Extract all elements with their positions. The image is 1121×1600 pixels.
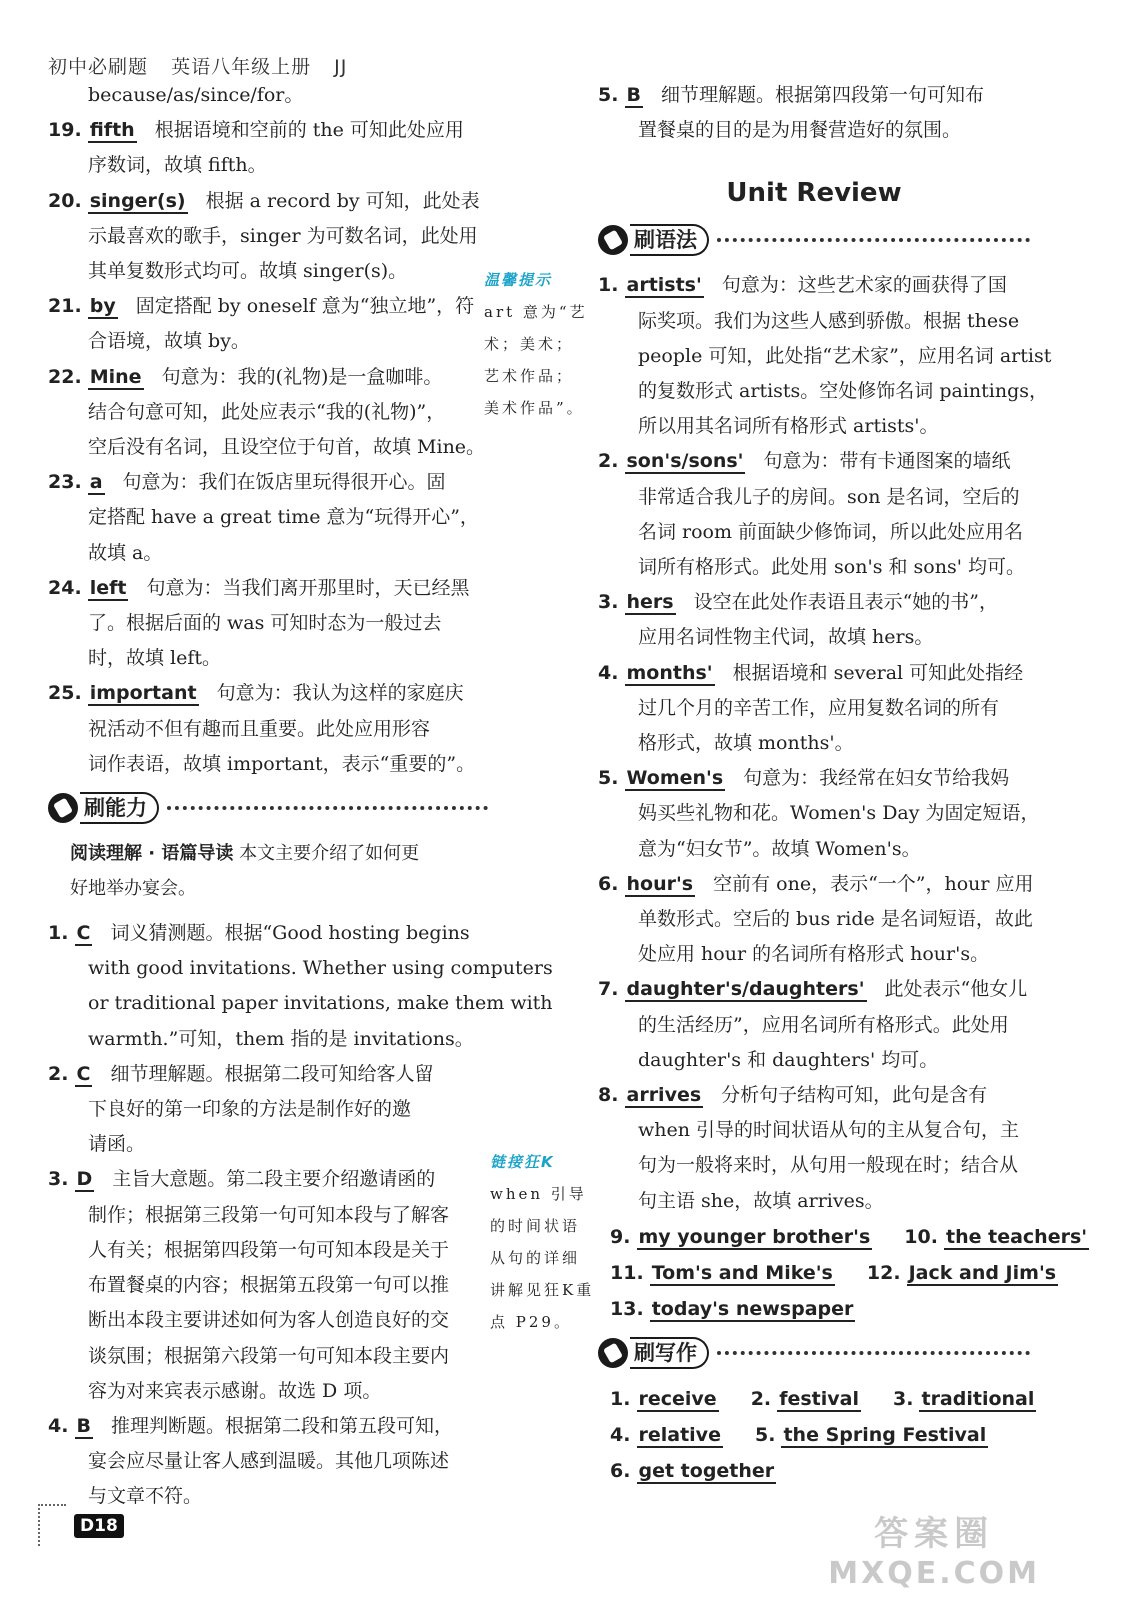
fill-blank-item-line: 结合句意可知，此处应表示“我的(礼物)”， <box>88 400 446 423</box>
grammar-short-number: 11. <box>610 1261 644 1284</box>
fill-blank-item-line: 时，故填 left。 <box>88 647 222 670</box>
writing-number: 3. <box>892 1387 914 1410</box>
grammar-item <box>598 1078 1030 1113</box>
grammar-item-line: 际奖项。我们为这些人感到骄傲。根据 these <box>638 309 1020 332</box>
right-column <box>598 78 1088 1489</box>
fill-blank-item-line: 句意为：我认为这样的家庭庆 <box>216 682 464 705</box>
writing-item <box>751 1388 879 1410</box>
fill-blank-item-line: 句意为：我的(礼物)是一盒咖啡。 <box>161 365 443 388</box>
fill-blank-item-answer: a <box>89 471 103 494</box>
writing-number: 1. <box>610 1387 631 1410</box>
grammar-short-row <box>598 1219 1088 1255</box>
grammar-item <box>598 656 1030 691</box>
fill-blank-item-line: 祝活动不但有趣而且重要。此处应用形容 <box>88 717 431 740</box>
writing-number: 4. <box>610 1423 631 1446</box>
fill-blank-item-line: 了。根据后面的 was 可知时态为一般过去 <box>88 612 442 635</box>
fill-blank-item <box>48 289 488 324</box>
writing-answer: the Spring Festival <box>783 1423 987 1446</box>
reading-item <box>48 1162 488 1197</box>
grammar-item-answer: arrives <box>626 1084 702 1107</box>
grammar-short-answer: today's newspaper <box>651 1297 854 1320</box>
subject-title: 英语八年级上册 <box>171 56 312 78</box>
fill-blank-item-answer: by <box>89 295 116 318</box>
grammar-item-number: 7. <box>598 978 619 1001</box>
grammar-item-answer: months' <box>626 661 713 684</box>
fill-blank-item-line: 示最喜欢的歌手，singer 为可数名词，此处用 <box>88 224 478 247</box>
grammar-item-answer: daughter's/daughters' <box>626 978 865 1001</box>
writing-answer: relative <box>638 1423 721 1446</box>
grammar-item-number: 6. <box>598 872 619 895</box>
fill-blank-item <box>48 184 488 219</box>
grammar-item-line: 空前有 one，表示“一个”，hour 应用 <box>713 872 1034 895</box>
writing-answer: festival <box>779 1387 859 1410</box>
fill-blank-item-line: 故填 a。 <box>88 541 163 564</box>
brush-icon <box>598 225 628 255</box>
unit-review-title: Unit Review <box>726 178 902 209</box>
grammar-item-answer: son's/sons' <box>626 450 744 473</box>
fill-blank-item-number: 20. <box>48 189 82 212</box>
reading-item <box>48 1409 488 1444</box>
reading-item-line: 置餐桌的目的是为用餐营造好的氛围。 <box>638 119 962 142</box>
reading-item-line: 细节理解题。根据第二段可知给客人留 <box>110 1062 434 1085</box>
grammar-item-number: 4. <box>598 661 619 684</box>
reading-item-answer: C <box>76 1062 91 1085</box>
grammar-item <box>598 268 1030 303</box>
grammar-item-line: 句主语 she，故填 arrives。 <box>638 1189 884 1212</box>
reading-item-number: 5. <box>598 84 619 106</box>
dotted-divider <box>167 806 488 810</box>
grammar-item-line: 应用名词性物主代词，故填 hers。 <box>638 626 934 649</box>
writing-answer: get together <box>638 1459 775 1482</box>
writing-number: 6. <box>610 1459 631 1482</box>
grammar-short-item <box>610 1226 890 1248</box>
grammar-short-item <box>610 1262 853 1284</box>
dotted-divider <box>717 238 1030 242</box>
section-banner-ability <box>48 790 488 826</box>
book-title: 初中必刷题 <box>48 56 149 78</box>
fill-blank-item-line: 固定搭配 by oneself 意为“独立地”，符 <box>135 295 475 318</box>
reading-item-line: 词义猜测题。根据“Good hosting begins <box>110 922 470 945</box>
reading-summary: 本文主要介绍了如何更 <box>239 843 420 865</box>
page-header <box>48 52 363 79</box>
grammar-item-line: 此处表示“他女儿 <box>884 978 1028 1001</box>
grammar-item-line: 句意为：带有卡通图案的墙纸 <box>763 450 1011 473</box>
section-banner-ability-label: 刷能力 <box>80 792 159 824</box>
grammar-short-item <box>867 1262 1076 1284</box>
fill-blank-item-line: 合语境，故填 by。 <box>88 330 250 353</box>
grammar-item-line: 的复数形式 artists。空处修饰名词 paintings， <box>638 380 1049 403</box>
page-corner-mark <box>38 1504 66 1546</box>
reading-summary: 好地举办宴会。 <box>70 878 196 900</box>
grammar-item-line: 根据语境和 several 可知此处指经 <box>732 661 1024 684</box>
fill-blank-item-line: 空后没有名词，且设空位于句首，故填 Mine。 <box>88 436 486 459</box>
grammar-item <box>598 585 1030 620</box>
grammar-item-line: 句意为：我经常在妇女节给我妈 <box>743 767 1010 790</box>
grammar-short-row <box>598 1255 1057 1291</box>
fill-blank-item-line: 词作表语，故填 important，表示“重要的”。 <box>88 752 476 775</box>
fill-blank-item-line: 句意为：我们在饭店里玩得很开心。固 <box>122 471 446 494</box>
grammar-item <box>598 867 1034 902</box>
reading-item-line: 细节理解题。根据第四段第一句可知布 <box>660 84 984 106</box>
fill-blank-item-answer: fifth <box>89 119 135 142</box>
reading-item-line: warmth.”可知，them 指的是 invitations。 <box>88 1027 474 1050</box>
grammar-short-answer: the teachers' <box>946 1225 1088 1248</box>
writing-number: 2. <box>750 1387 772 1410</box>
edition-code: JJ <box>334 56 348 78</box>
grammar-item-line: 句为一般将来时，从句用一般现在时；结合从 <box>638 1154 1019 1177</box>
grammar-short-number: 13. <box>610 1297 644 1320</box>
reading-item <box>48 916 488 951</box>
side-note-link <box>490 1146 596 1338</box>
reading-item-line: 容为对来宾表示感谢。故选 D 项。 <box>88 1379 382 1402</box>
grammar-item-number: 3. <box>598 591 619 614</box>
writing-item <box>610 1460 794 1482</box>
grammar-item-line: 处应用 hour 的名词所有格形式 hour's。 <box>638 943 990 966</box>
fill-blank-item-answer: important <box>89 682 197 705</box>
watermark-logo <box>828 1514 1040 1594</box>
writing-item <box>610 1388 737 1410</box>
fill-blank-item-number: 25. <box>48 682 82 705</box>
grammar-short-answer: my younger brother's <box>638 1225 871 1248</box>
side-note-tip <box>484 264 590 424</box>
reading-item-line: 制作；根据第三段第一句可知本段与了解客 <box>88 1203 450 1226</box>
fill-blank-item <box>48 571 488 606</box>
fill-blank-item <box>48 113 488 148</box>
writing-row <box>598 1453 1030 1489</box>
writing-item <box>610 1424 741 1446</box>
reading-item-number: 2. <box>48 1062 69 1085</box>
grammar-short-answer: Tom's and Mike's <box>651 1261 833 1284</box>
reading-item-number: 4. <box>48 1414 69 1437</box>
grammar-item-line: 分析句子结构可知，此句是含有 <box>721 1084 988 1107</box>
reading-item-number: 3. <box>48 1168 69 1191</box>
fill-blank-item <box>48 676 488 711</box>
writing-answer: traditional <box>921 1387 1035 1410</box>
grammar-short-answer: Jack and Jim's <box>908 1261 1057 1284</box>
page-number: D18 <box>74 1514 124 1538</box>
writing-answer: receive <box>638 1387 717 1410</box>
grammar-item-answer: hers <box>626 591 674 614</box>
writing-row <box>598 1417 1030 1453</box>
grammar-item-number: 1. <box>598 274 619 297</box>
reading-item-line: 下良好的第一印象的方法是制作好的邀 <box>88 1098 412 1121</box>
fill-blank-item-line: 句意为：当我们离开那里时，天已经黑 <box>146 576 470 599</box>
section-banner-writing <box>598 1335 1030 1371</box>
reading-item <box>598 78 1030 113</box>
grammar-item-line: 的生活经历”，应用名词所有格形式。此处用 <box>638 1013 1009 1036</box>
fill-blank-item-number: 21. <box>48 295 82 318</box>
reading-item-answer: D <box>76 1168 93 1191</box>
reading-item-answer: C <box>76 922 91 945</box>
grammar-item-number: 2. <box>598 450 619 473</box>
writing-item <box>755 1424 1006 1446</box>
grammar-short-number: 12. <box>866 1261 901 1284</box>
grammar-short-number: 10. <box>904 1225 938 1248</box>
reading-item-line: 谈氛围；根据第六段第一句可知本段主要内 <box>88 1344 450 1367</box>
reading-item-line: or traditional paper invitations, make them with <box>88 992 553 1015</box>
watermark-line2: MXQE.COM <box>828 1556 1040 1591</box>
writing-row <box>598 1381 1035 1417</box>
dotted-divider <box>717 1351 1030 1355</box>
grammar-item-line: 名词 room 前面缺少修饰词，所以此处应用名 <box>638 520 1024 543</box>
reading-item <box>48 1057 488 1092</box>
link-tag: 链接狂K <box>490 1153 555 1171</box>
fill-blank-item-number: 22. <box>48 365 82 388</box>
grammar-item-line: daughter's 和 daughters' 均可。 <box>638 1048 939 1071</box>
reading-item-line: 推理判断题。根据第二段和第五段可知， <box>110 1414 453 1437</box>
grammar-item-line: 意为“妇女节”。故填 Women's。 <box>638 837 921 860</box>
fill-blank-item-answer: singer(s) <box>89 189 186 212</box>
grammar-item-line: 词所有格形式。此处用 son's 和 sons' 均可。 <box>638 556 1025 579</box>
tip-text: art 意为“艺术；美术；艺术作品；美术作品”。 <box>484 303 588 417</box>
grammar-item-line: people 可知，此处指“艺术家”，应用名词 artist <box>638 344 1052 367</box>
continued-text: because/as/since/for。 <box>88 84 304 106</box>
grammar-item <box>598 972 1030 1007</box>
fill-blank-item-line: 定搭配 have a great time 意为“玩得开心”， <box>88 506 479 529</box>
grammar-item-line: 设空在此处作表语且表示“她的书”， <box>693 591 999 614</box>
fill-blank-item-number: 24. <box>48 576 82 599</box>
grammar-short-item <box>904 1226 1107 1248</box>
grammar-item-number: 8. <box>598 1084 619 1107</box>
writing-number: 5. <box>754 1423 776 1446</box>
section-banner-grammar-label: 刷语法 <box>630 224 709 256</box>
grammar-short-number: 9. <box>610 1225 631 1248</box>
grammar-item-answer: hour's <box>626 872 694 895</box>
reading-item-answer: B <box>76 1414 91 1437</box>
reading-label: 阅读理解 · 语篇导读 <box>70 843 234 865</box>
section-banner-writing-label: 刷写作 <box>630 1337 709 1369</box>
reading-item-line: 布置餐桌的内容；根据第五段第一句可以推 <box>88 1274 450 1297</box>
grammar-item-line: 过几个月的辛苦工作，应用复数名词的所有 <box>638 696 1000 719</box>
reading-item-answer: B <box>626 84 641 106</box>
fill-blank-item-answer: left <box>89 576 127 599</box>
reading-item-line: 请函。 <box>88 1133 146 1156</box>
fill-blank-item <box>48 360 488 395</box>
fill-blank-item-line: 其单复数形式均可。故填 singer(s)。 <box>88 260 408 283</box>
grammar-item-answer: artists' <box>626 274 702 297</box>
grammar-item-line: 格形式，故填 months'。 <box>638 732 854 755</box>
reading-item-line: 人有关；根据第四段第一句可知本段是关于 <box>88 1238 450 1261</box>
reading-item-line: 主旨大意题。第二段主要介绍邀请函的 <box>112 1168 436 1191</box>
brush-icon <box>598 1338 628 1368</box>
grammar-item-number: 5. <box>598 767 619 790</box>
fill-blank-item-number: 19. <box>48 119 82 142</box>
grammar-item-line: 非常适合我儿子的房间。son 是名词，空后的 <box>638 485 1020 508</box>
grammar-item <box>598 761 1030 796</box>
fill-blank-item-line: 根据 a record by 可知，此处表 <box>205 189 480 212</box>
link-text: when 引导的时间状语从句的详细讲解见狂K重点 P29。 <box>490 1185 595 1331</box>
fill-blank-item-line: 序数词，故填 fifth。 <box>88 154 267 177</box>
writing-item <box>893 1388 1054 1410</box>
section-banner-grammar <box>598 222 1030 258</box>
reading-item-line: 与文章不符。 <box>88 1485 203 1508</box>
grammar-item-line: 妈买些礼物和花。Women's Day 为固定短语， <box>638 802 1040 825</box>
grammar-item-line: 句意为：这些艺术家的画获得了国 <box>721 274 1007 297</box>
fill-blank-item <box>48 465 488 500</box>
grammar-item-line: when 引导的时间状语从句的主从复合句，主 <box>638 1119 1020 1142</box>
fill-blank-item-answer: Mine <box>89 365 142 388</box>
brush-icon <box>48 793 78 823</box>
reading-intro <box>70 836 488 906</box>
reading-item-line: 宴会应尽量让客人感到温暖。其他几项陈述 <box>88 1450 450 1473</box>
watermark-line1: 答案圈 <box>874 1514 995 1554</box>
grammar-short-row <box>598 1291 1030 1327</box>
grammar-item <box>598 444 1030 479</box>
grammar-short-item <box>610 1298 873 1320</box>
grammar-item-line: 所以用其名词所有格形式 artists'。 <box>638 415 939 438</box>
grammar-item-answer: Women's <box>626 767 724 790</box>
tip-tag: 温馨提示 <box>484 271 553 289</box>
reading-item-line: with good invitations. Whether using computers <box>88 957 553 980</box>
reading-item-line: 断出本段主要讲述如何为客人创造良好的交 <box>88 1309 450 1332</box>
fill-blank-item-line: 根据语境和空前的 the 可知此处应用 <box>154 119 464 142</box>
grammar-item-line: 单数形式。空后的 bus ride 是名词短语，故此 <box>638 908 1033 931</box>
fill-blank-item-number: 23. <box>48 471 82 494</box>
reading-item-number: 1. <box>48 922 69 945</box>
